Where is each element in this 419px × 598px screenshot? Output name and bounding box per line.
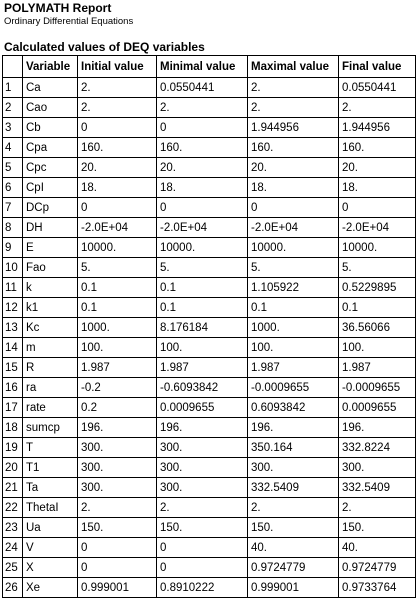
minimal-value-cell: 160. [157,138,248,158]
variable-name-cell: Kc [23,318,78,338]
minimal-value-cell: 0.1 [157,278,248,298]
table-row [3,218,416,238]
initial-value-cell: 0 [78,198,157,218]
header-row [3,56,416,78]
maximal-value-cell: 0.999001 [248,578,339,598]
table-row [3,178,416,198]
final-value-cell: 2. [339,498,416,518]
table-row [3,398,416,418]
row-index-cell: 22 [3,498,23,518]
maximal-value-cell: 10000. [248,238,339,258]
row-index-cell: 16 [3,378,23,398]
variable-name-cell: sumcp [23,418,78,438]
minimal-value-column-header: Minimal value [157,56,248,78]
variable-name-cell: Cpa [23,138,78,158]
row-index-cell: 18 [3,418,23,438]
maximal-value-cell: 1.944956 [248,118,339,138]
row-index-cell: 20 [3,458,23,478]
minimal-value-cell: 0 [157,118,248,138]
maximal-value-column-header: Maximal value [248,56,339,78]
variable-name-cell: Cpc [23,158,78,178]
table-row [3,478,416,498]
final-value-cell: 40. [339,538,416,558]
row-index-cell: 11 [3,278,23,298]
final-value-cell: 0.9724779 [339,558,416,578]
variable-name-cell: rate [23,398,78,418]
row-index-cell: 26 [3,578,23,598]
final-value-cell: 150. [339,518,416,538]
table-row [3,438,416,458]
variable-name-cell: ra [23,378,78,398]
table-row [3,538,416,558]
initial-value-cell: 2. [78,98,157,118]
minimal-value-cell: 100. [157,338,248,358]
table-row [3,158,416,178]
maximal-value-cell: 1.987 [248,358,339,378]
minimal-value-cell: 10000. [157,238,248,258]
minimal-value-cell: -0.6093842 [157,378,248,398]
initial-value-cell: -2.0E+04 [78,218,157,238]
initial-value-cell: 10000. [78,238,157,258]
row-index-cell: 15 [3,358,23,378]
maximal-value-cell: 2. [248,98,339,118]
minimal-value-cell: 0.0009655 [157,398,248,418]
minimal-value-cell: 18. [157,178,248,198]
initial-value-cell: 0 [78,558,157,578]
minimal-value-cell: 300. [157,458,248,478]
maximal-value-cell: -0.0009655 [248,378,339,398]
final-value-cell: 2. [339,98,416,118]
table-row [3,558,416,578]
table-row [3,458,416,478]
final-value-cell: 100. [339,338,416,358]
initial-value-cell: -0.2 [78,378,157,398]
minimal-value-cell: 0.0550441 [157,78,248,98]
maximal-value-cell: 300. [248,458,339,478]
initial-value-cell: 100. [78,338,157,358]
variable-name-cell: DH [23,218,78,238]
variable-name-cell: V [23,538,78,558]
variable-name-cell: m [23,338,78,358]
minimal-value-cell: 196. [157,418,248,438]
table-header [3,56,416,78]
table-row [3,258,416,278]
final-value-column-header: Final value [339,56,416,78]
variable-name-cell: Cb [23,118,78,138]
row-index-cell: 1 [3,78,23,98]
variable-name-cell: X [23,558,78,578]
table-row [3,298,416,318]
variable-column-header: Variable [23,56,78,78]
initial-value-cell: 0 [78,538,157,558]
initial-value-cell: 1000. [78,318,157,338]
initial-value-cell: 1.987 [78,358,157,378]
final-value-cell: 332.8224 [339,438,416,458]
table-row [3,578,416,598]
row-index-cell: 9 [3,238,23,258]
report-subtitle: Ordinary Differential Equations [4,16,134,27]
maximal-value-cell: 350.164 [248,438,339,458]
initial-value-cell: 5. [78,258,157,278]
initial-value-cell: 300. [78,438,157,458]
maximal-value-cell: 0 [248,198,339,218]
final-value-cell: 196. [339,418,416,438]
final-value-cell: 20. [339,158,416,178]
variable-name-cell: Ua [23,518,78,538]
maximal-value-cell: 100. [248,338,339,358]
deq-variables-table [2,55,416,598]
variable-name-cell: k [23,278,78,298]
final-value-cell: 332.5409 [339,478,416,498]
maximal-value-cell: 1.105922 [248,278,339,298]
variable-name-cell: Ca [23,78,78,98]
final-value-cell: 300. [339,458,416,478]
variable-name-cell: Fao [23,258,78,278]
row-index-cell: 5 [3,158,23,178]
initial-value-cell: 0 [78,118,157,138]
maximal-value-cell: 18. [248,178,339,198]
minimal-value-cell: 1.987 [157,358,248,378]
minimal-value-cell: 0 [157,538,248,558]
table-row [3,198,416,218]
maximal-value-cell: 160. [248,138,339,158]
variable-name-cell: T [23,438,78,458]
row-index-cell: 19 [3,438,23,458]
final-value-cell: 0.0550441 [339,78,416,98]
maximal-value-cell: 0.1 [248,298,339,318]
initial-value-cell: 20. [78,158,157,178]
initial-value-cell: 300. [78,458,157,478]
row-index-cell: 8 [3,218,23,238]
row-index-cell: 4 [3,138,23,158]
maximal-value-cell: 20. [248,158,339,178]
row-index-cell: 25 [3,558,23,578]
variable-name-cell: E [23,238,78,258]
maximal-value-cell: 0.9724779 [248,558,339,578]
index-column-header [3,56,23,78]
final-value-cell: 18. [339,178,416,198]
row-index-cell: 17 [3,398,23,418]
row-index-cell: 3 [3,118,23,138]
initial-value-cell: 160. [78,138,157,158]
maximal-value-cell: 1000. [248,318,339,338]
final-value-cell: 5. [339,258,416,278]
variable-name-cell: CpI [23,178,78,198]
final-value-cell: 0 [339,198,416,218]
minimal-value-cell: 300. [157,438,248,458]
row-index-cell: 21 [3,478,23,498]
minimal-value-cell: 0 [157,198,248,218]
table-row [3,318,416,338]
initial-value-cell: 196. [78,418,157,438]
initial-value-cell: 0.999001 [78,578,157,598]
final-value-cell: 0.5229895 [339,278,416,298]
final-value-cell: 0.9733764 [339,578,416,598]
row-index-cell: 23 [3,518,23,538]
final-value-cell: -2.0E+04 [339,218,416,238]
table-row [3,518,416,538]
maximal-value-cell: 40. [248,538,339,558]
initial-value-cell: 300. [78,478,157,498]
final-value-cell: 1.944956 [339,118,416,138]
variable-name-cell: Cao [23,98,78,118]
minimal-value-cell: 2. [157,98,248,118]
variable-name-cell: R [23,358,78,378]
row-index-cell: 12 [3,298,23,318]
minimal-value-cell: 0 [157,558,248,578]
maximal-value-cell: 2. [248,498,339,518]
maximal-value-cell: 332.5409 [248,478,339,498]
initial-value-cell: 150. [78,518,157,538]
table-row [3,138,416,158]
report-title: POLYMATH Report [4,1,112,15]
row-index-cell: 2 [3,98,23,118]
maximal-value-cell: -2.0E+04 [248,218,339,238]
row-index-cell: 6 [3,178,23,198]
table-row [3,278,416,298]
table-row [3,498,416,518]
initial-value-cell: 0.1 [78,298,157,318]
minimal-value-cell: 0.1 [157,298,248,318]
row-index-cell: 14 [3,338,23,358]
final-value-cell: 10000. [339,238,416,258]
maximal-value-cell: 2. [248,78,339,98]
minimal-value-cell: 2. [157,498,248,518]
row-index-cell: 7 [3,198,23,218]
minimal-value-cell: -2.0E+04 [157,218,248,238]
table-row [3,418,416,438]
maximal-value-cell: 150. [248,518,339,538]
table-row [3,378,416,398]
row-index-cell: 24 [3,538,23,558]
variable-name-cell: Xe [23,578,78,598]
table-row [3,338,416,358]
variable-name-cell: DCp [23,198,78,218]
table-row [3,98,416,118]
minimal-value-cell: 5. [157,258,248,278]
initial-value-cell: 2. [78,78,157,98]
final-value-cell: -0.0009655 [339,378,416,398]
table-row [3,358,416,378]
minimal-value-cell: 300. [157,478,248,498]
maximal-value-cell: 196. [248,418,339,438]
final-value-cell: 0.0009655 [339,398,416,418]
final-value-cell: 36.56066 [339,318,416,338]
row-index-cell: 13 [3,318,23,338]
final-value-cell: 160. [339,138,416,158]
minimal-value-cell: 8.176184 [157,318,248,338]
table-row [3,238,416,258]
initial-value-cell: 18. [78,178,157,198]
final-value-cell: 0.1 [339,298,416,318]
variable-name-cell: ThetaI [23,498,78,518]
initial-value-cell: 0.1 [78,278,157,298]
table-row [3,118,416,138]
minimal-value-cell: 0.8910222 [157,578,248,598]
final-value-cell: 1.987 [339,358,416,378]
table-body [3,78,416,598]
minimal-value-cell: 150. [157,518,248,538]
maximal-value-cell: 5. [248,258,339,278]
maximal-value-cell: 0.6093842 [248,398,339,418]
row-index-cell: 10 [3,258,23,278]
initial-value-cell: 2. [78,498,157,518]
minimal-value-cell: 20. [157,158,248,178]
initial-value-cell: 0.2 [78,398,157,418]
variable-name-cell: k1 [23,298,78,318]
initial-value-column-header: Initial value [78,56,157,78]
variable-name-cell: T1 [23,458,78,478]
section-title: Calculated values of DEQ variables [4,40,205,54]
table-row [3,78,416,98]
variable-name-cell: Ta [23,478,78,498]
